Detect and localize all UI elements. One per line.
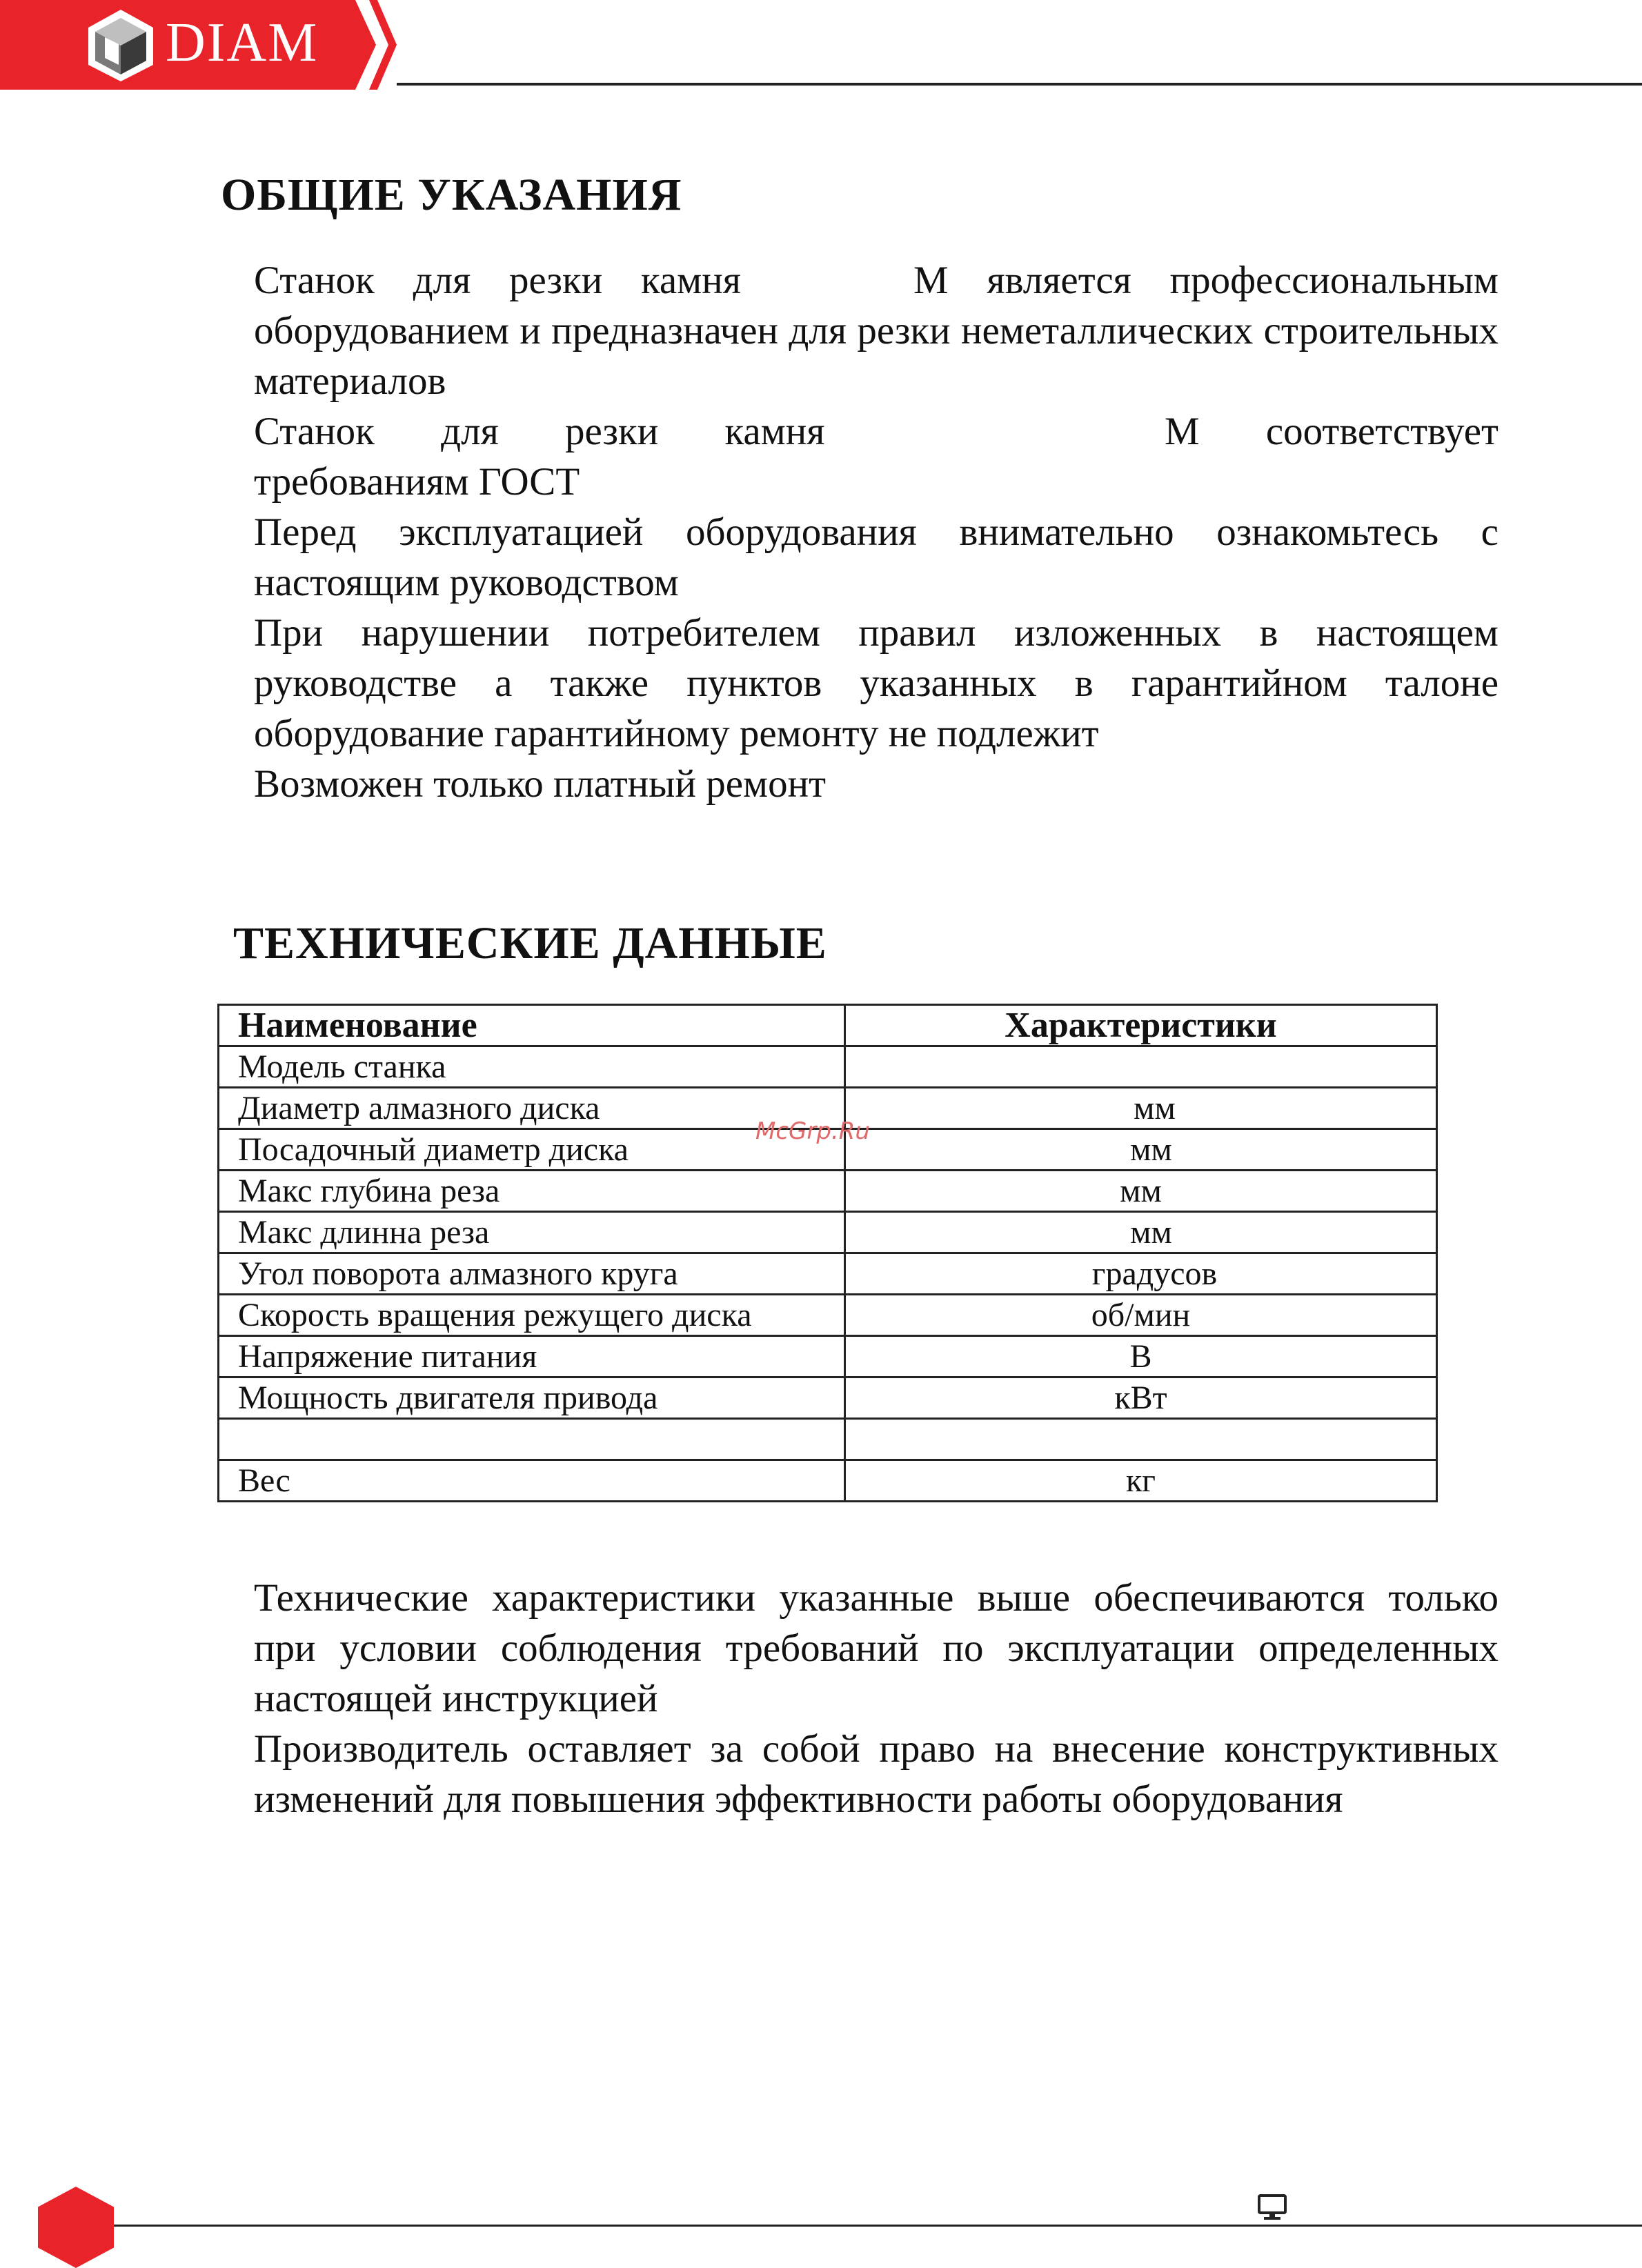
footer-rule xyxy=(114,2225,1642,2227)
tech-note-1: Технические характеристики указанные выше обеспечиваются только при условии соблюдения требований по эксплуатации определенных настоящей инструкцией xyxy=(254,1576,1498,1720)
row-name: Скорость вращения режущего диска xyxy=(219,1295,845,1336)
logo-text: DIAM xyxy=(166,12,319,73)
word: резки xyxy=(565,410,659,453)
row-name: Посадочный диаметр диска xyxy=(219,1129,845,1171)
row-unit: градусов xyxy=(845,1253,1437,1295)
table-row xyxy=(219,1046,1437,1088)
row-unit: мм xyxy=(845,1088,1437,1129)
table-row xyxy=(219,1171,1437,1212)
table-row xyxy=(219,1460,1437,1502)
row-name: Напряжение питания xyxy=(219,1336,845,1377)
tech-title: ТЕХНИЧЕСКИЕ ДАННЫЕ xyxy=(233,918,827,968)
general-para-1 xyxy=(254,255,1498,406)
word: соответствует xyxy=(1265,410,1498,453)
spec-table xyxy=(217,1004,1438,1502)
general-text xyxy=(254,255,1498,809)
row-name: Макс длинна реза xyxy=(219,1212,845,1253)
table-row xyxy=(219,1336,1437,1377)
table-row xyxy=(219,1295,1437,1336)
watermark: McGrp.Ru xyxy=(755,1117,870,1145)
diam-logo-icon xyxy=(83,7,159,83)
monitor-icon xyxy=(1257,2194,1287,2221)
row-name: Вес xyxy=(219,1460,845,1502)
row-unit: мм xyxy=(845,1171,1437,1212)
row-unit xyxy=(845,1419,1437,1460)
general-title: ОБЩИЕ УКАЗАНИЯ xyxy=(221,170,682,220)
row-name xyxy=(219,1419,845,1460)
row-unit: кВт xyxy=(845,1377,1437,1419)
general-para-3: Перед эксплуатацией оборудования внимательно ознакомьтесь с настоящим руководством xyxy=(254,510,1498,604)
row-name: Модель станка xyxy=(219,1046,845,1088)
word: Станок xyxy=(254,410,375,453)
row-unit: мм xyxy=(845,1129,1437,1171)
table-row xyxy=(219,1419,1437,1460)
tech-note-2: Производитель оставляет за собой право на внесение конструктивных изменений для повышения эффективности работы оборудования xyxy=(254,1727,1498,1821)
general-para-2-line1 xyxy=(254,406,1498,457)
tech-notes xyxy=(254,1573,1498,1824)
row-unit: об/мин xyxy=(845,1295,1437,1336)
general-para-1-rest: М является профессиональным оборудованием и предназначен для резки неметаллических строительных материалов xyxy=(254,259,1498,403)
general-para-4: При нарушении потребителем правил изложенных в настоящем руководстве а также пунктов указанных в гарантийном талоне оборудование гарантийному ремонту не подлежит xyxy=(254,611,1498,755)
table-row xyxy=(219,1212,1437,1253)
col-header-value: Характеристики xyxy=(845,1005,1437,1046)
table-row xyxy=(219,1253,1437,1295)
word: М xyxy=(1164,410,1200,453)
row-name: Мощность двигателя привода xyxy=(219,1377,845,1419)
general-para-5: Возможен только платный ремонт xyxy=(254,762,826,806)
footer-hexagon xyxy=(38,2187,114,2268)
general-para-1-start: Станок для резки камня xyxy=(254,259,741,302)
row-name: Диаметр алмазного диска xyxy=(219,1088,845,1129)
col-header-name: Наименование xyxy=(219,1005,845,1046)
general-para-2-line2: требованиям ГОСТ xyxy=(254,460,580,504)
header-rule xyxy=(397,83,1642,86)
table-row xyxy=(219,1377,1437,1419)
spec-table-header xyxy=(219,1005,1437,1046)
row-name: Макс глубина реза xyxy=(219,1171,845,1212)
row-unit xyxy=(845,1046,1437,1088)
row-unit: мм xyxy=(845,1212,1437,1253)
row-unit: кг xyxy=(845,1460,1437,1502)
row-unit: В xyxy=(845,1336,1437,1377)
word: для xyxy=(441,410,499,453)
row-name: Угол поворота алмазного круга xyxy=(219,1253,845,1295)
word: камня xyxy=(724,410,825,453)
